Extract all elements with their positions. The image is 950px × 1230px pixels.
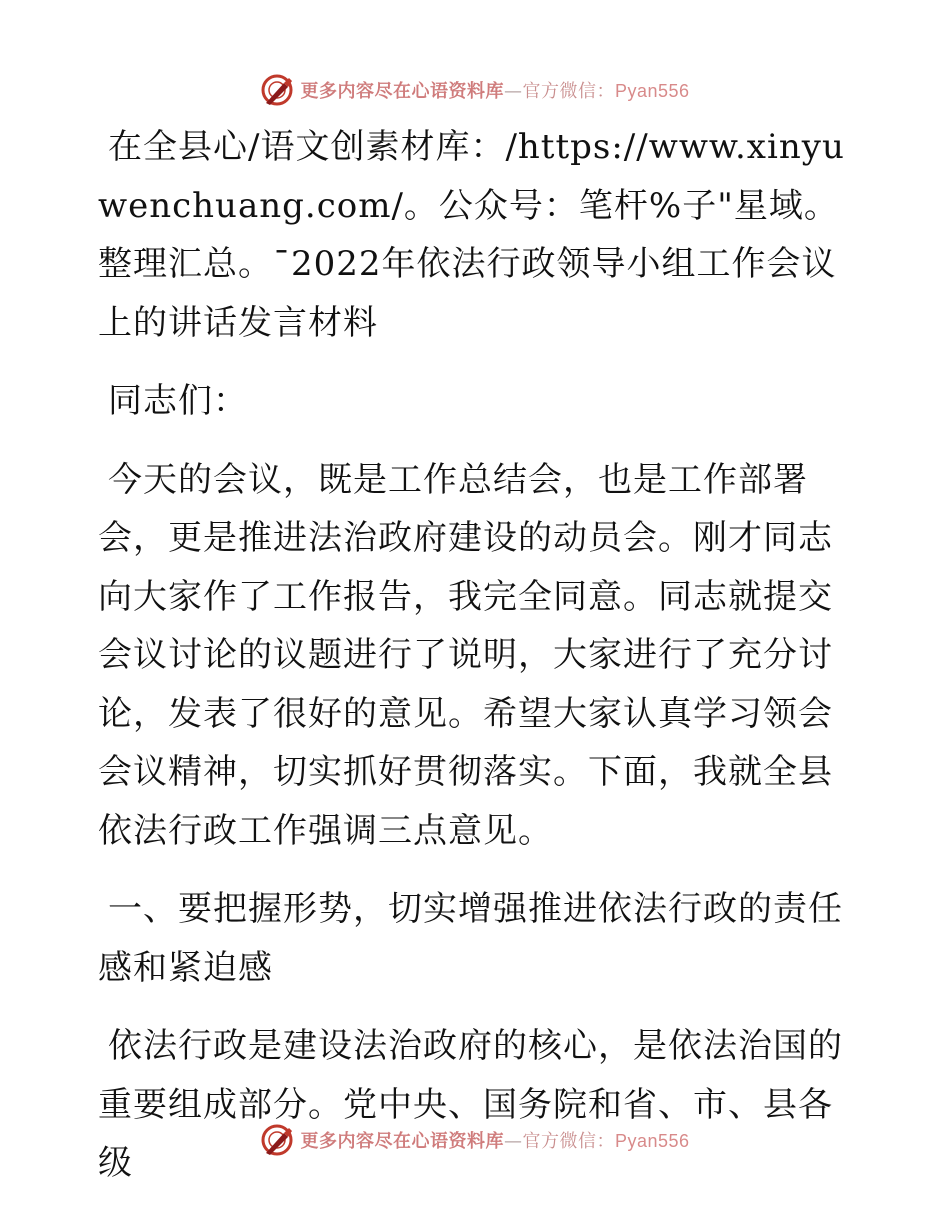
body-paragraph: 依法行政是建设法治政府的核心，是依法治国的重要组成部分。党中央、国务院和省、市、县各级 [98,1026,843,1183]
document-title-block: 在全县心/语文创素材库：/https://www.xinyuwenchuang.com/。公众号：笔杆%子"星域。整理汇总。¯2022年依法行政领导小组工作会议上的讲话发言材料 [98,127,845,343]
watermark-dash: — [503,81,523,102]
watermark-brand: 更多内容尽在心语资料库 [300,1131,504,1152]
watermark-dash: — [503,1131,523,1152]
header-watermark [0,70,950,110]
watermark-sub: 官方微信： [522,81,615,102]
body-paragraph: 今天的会议，既是工作总结会，也是工作部署会，更是推进法治政府建设的动员会。刚才同志向大家作了工作报告，我完全同意。同志就提交会议讨论的议题进行了说明，大家进行了充分讨论，发表了很好的意见。希望大家认真学习领会会议精神，切实抓好贯彻落实。下面，我就全县依法行政工作强调三点意见。 [98,459,833,851]
watermark-text [300,77,689,103]
watermark-sub: 官方微信： [522,1131,615,1152]
footer-watermark [0,1120,950,1160]
watermark-wechat-id: Pyan556 [614,1131,690,1151]
section-heading: 一、要把握形势，切实增强推进依法行政的责任感和紧迫感 [98,889,843,988]
pen-seal-logo-icon [260,1123,294,1157]
watermark-brand: 更多内容尽在心语资料库 [300,81,504,102]
watermark-text [300,1127,689,1153]
salutation: 同志们： [108,381,248,421]
pen-seal-logo-icon [260,73,294,107]
watermark-wechat-id: Pyan556 [614,81,690,101]
